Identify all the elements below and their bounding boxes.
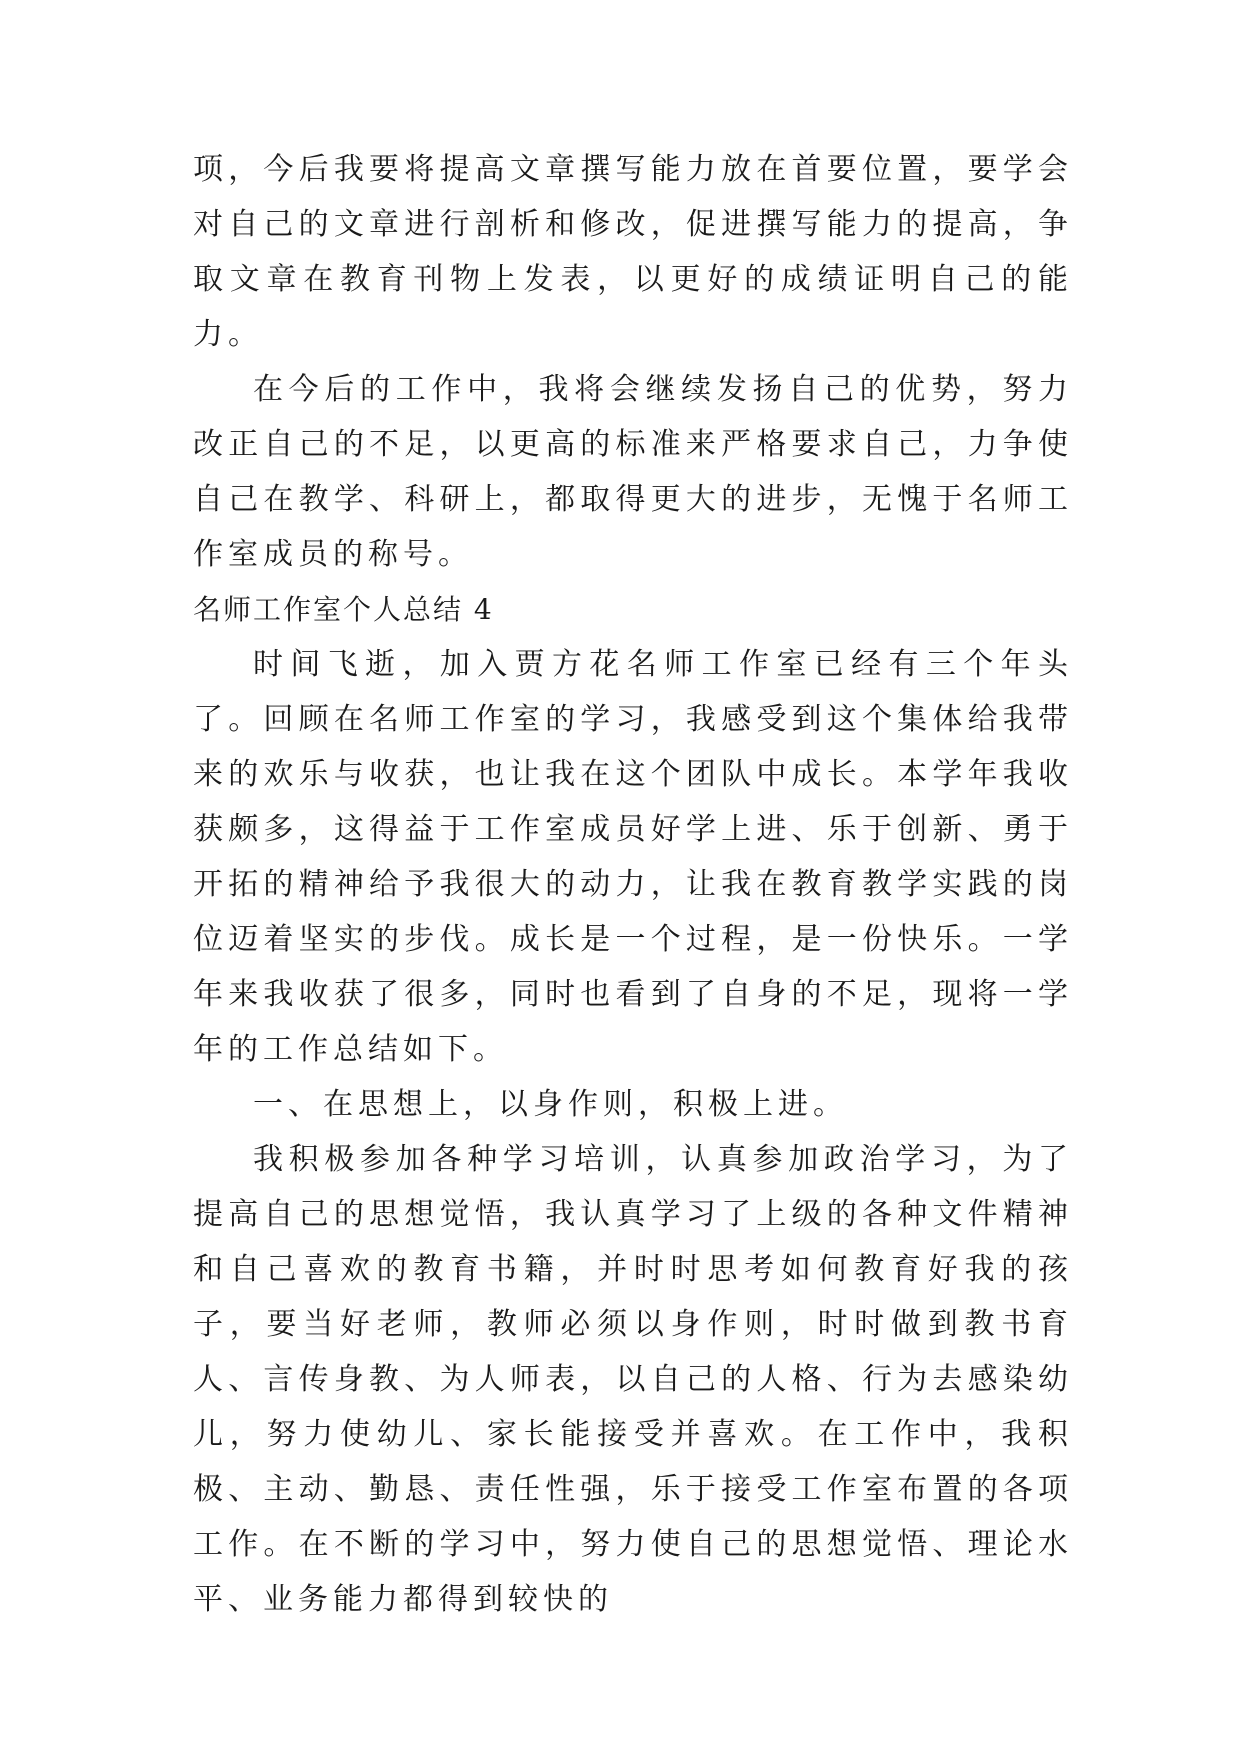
section-heading: 名师工作室个人总结 4 — [193, 593, 494, 626]
paragraph-continuation: 项，今后我要将提高文章撰写能力放在首要位置，要学会对自己的文章进行剖析和修改，促进撰写能力的提高，争取文章在教育刊物上发表，以更好的成绩证明自己的能力。 — [193, 152, 1073, 352]
paragraph-subheading-thought: 一、在思想上，以身作则，积极上进。 — [253, 1087, 848, 1122]
paragraph-intro: 时间飞逝，加入贾方花名师工作室已经有三个年头了。回顾在名师工作室的学习，我感受到这个集体给我带来的欢乐与收获，也让我在这个团队中成长。本学年我收获颇多，这得益于工作室成员好学上进、乐于创新、勇于开拓的精神给予我很大的动力，让我在教育教学实践的岗位迈着坚实的步伐。成长是一个过程，是一份快乐。一学年来我收获了很多，同时也看到了自身的不足，现将一学年的工作总结如下。 — [193, 647, 1073, 1067]
paragraph-future-work: 在今后的工作中，我将会继续发扬自己的优势，努力改正自己的不足，以更高的标准来严格要求自己，力争使自己在教学、科研上，都取得更大的进步，无愧于名师工作室成员的称号。 — [193, 372, 1073, 572]
document-body — [193, 142, 1073, 1627]
paragraph-study-training: 我积极参加各种学习培训，认真参加政治学习，为了提高自己的思想觉悟，我认真学习了上级的各种文件精神和自己喜欢的教育书籍，并时时思考如何教育好我的孩子，要当好老师，教师必须以身作则，时时做到教书育人、言传身教、为人师表，以自己的人格、行为去感染幼儿，努力使幼儿、家长能接受并喜欢。在工作中，我积极、主动、勤恳、责任性强，乐于接受工作室布置的各项工作。在不断的学习中，努力使自己的思想觉悟、理论水平、业务能力都得到较快的 — [193, 1142, 1073, 1617]
